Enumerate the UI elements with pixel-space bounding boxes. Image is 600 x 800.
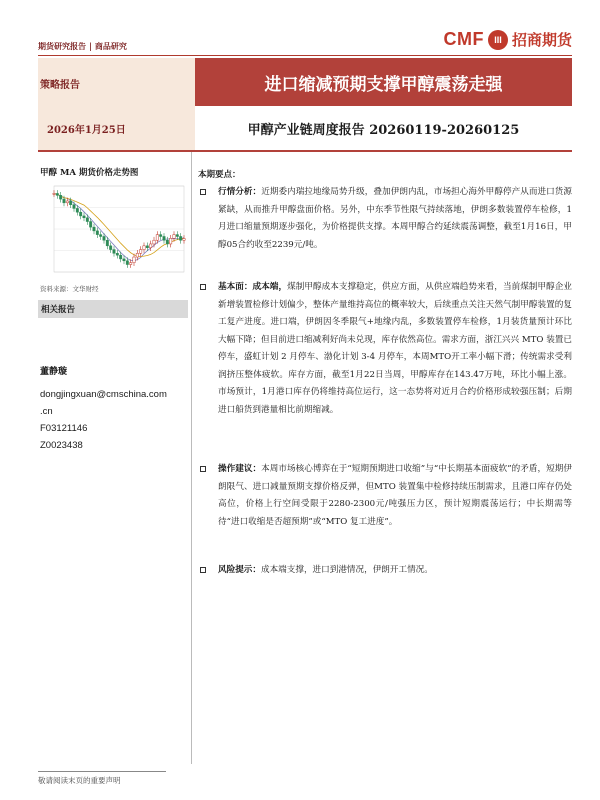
- candle-body: [123, 259, 125, 261]
- candle-body: [153, 240, 155, 244]
- related-reports-label: 相关报告: [41, 305, 76, 315]
- candle-body: [129, 263, 131, 265]
- candle-body: [183, 239, 185, 241]
- candle-body: [136, 253, 138, 257]
- analyst-email-cont: .cn: [40, 406, 53, 417]
- candle-body: [119, 255, 121, 259]
- candle-body: [73, 205, 75, 209]
- analyst-info: [40, 386, 167, 454]
- candle-body: [169, 238, 171, 244]
- key-point-text: 成本端支撑，进口到港情况，伊朗开工情况。: [260, 565, 433, 575]
- checkbox-icon: [200, 466, 206, 472]
- key-point-strategy: [200, 461, 572, 531]
- related-reports-band: [38, 300, 188, 318]
- candle-body: [113, 250, 115, 254]
- checkbox-icon: [200, 284, 206, 290]
- key-point-label: 基本面：成本端，: [218, 282, 288, 292]
- candle-body: [173, 235, 175, 239]
- key-point-text: 煤制甲醇成本支撑稳定，供应方面，从供应端趋势来看，当前煤制甲醇企业新增装置检修计划偏少，整体产量维持高位的概率较大，后续重点关注天然气制甲醇装置的复工复产进度。进口端，伊朗因冬季限气+地缘内乱，多数装置停车检修，1月装货量预计环比大幅下降；但目前进口缩减利好尚未兑现，库存依然高位。需求方面，浙江兴兴 MTO 装置已停车，盛虹计划 2 月停车、渤化计划 3-4 月停车，本周MTO开工率小幅下滑；传统需求受利润挤压整体疲软。库存方面，截至1月22日当周，甲醇库存在143.47万吨，环比小幅上涨。市场预计，1月港口库存仍将维持高位运行，这一态势将对近月合约价格形成较强压制；后期进口船货到港量相比前期缩减。: [218, 282, 572, 415]
- candle-body: [133, 257, 135, 263]
- analyst-email[interactable]: dongjingxuan@cmschina.com: [40, 389, 167, 400]
- candle-body: [149, 244, 151, 248]
- candle-body: [166, 240, 168, 244]
- cmf-logo: [443, 29, 572, 50]
- strategy-label: 策略报告: [40, 80, 80, 91]
- candle-body: [93, 227, 95, 231]
- cert-number-consult: Z0023438: [40, 440, 83, 451]
- candle-body: [176, 235, 178, 237]
- subtitle-rule: [38, 150, 572, 152]
- logo-text: CMF: [443, 29, 484, 49]
- meta-separator: |: [89, 41, 92, 51]
- key-point-label: 操作建议：: [218, 464, 262, 474]
- candle-body: [139, 250, 141, 254]
- candle-body: [89, 222, 91, 228]
- key-point-risk: [200, 562, 572, 580]
- key-point-text: 近期委内瑞拉地缘局势升级，叠加伊朗内乱，市场担心海外甲醇停产从而进口货源紧缺，从而推升甲醇盘面价格。另外，中东季节性限气持续落地，伊朗多数装置停车检修，1月进口缩量预期逐步强化，为价格提供支撑。本周甲醇合约延续震荡调整，截至1月16日，甲醇05合约收至2239元/吨。: [218, 187, 572, 250]
- checkbox-icon: [200, 567, 206, 573]
- key-point-label: 风险提示：: [218, 565, 261, 575]
- candle-body: [56, 193, 58, 195]
- chart-source: 资料来源：文华财经: [40, 285, 99, 293]
- candle-body: [109, 246, 111, 250]
- candle-body: [106, 240, 108, 246]
- candle-body: [163, 236, 165, 240]
- footer-rule: [38, 771, 166, 772]
- key-point-fundamentals: [200, 279, 572, 419]
- candle-body: [59, 195, 61, 199]
- analyst-name: 董静璇: [40, 367, 68, 377]
- key-point-text: 本周市场核心博弈在于“短期预期进口收缩”与“中长期基本面疲软”的矛盾，短期伊朗限气、进口减量预期支撑价格反弹，但MTO 装置集中检修持续压制需求，且港口库存仍处高位，价格上行空间受限于2280-2300元/吨强压力区，预计短期震荡运行；中长期需等待“进口收缩是否超预期”或“MTO 复工进度”。: [218, 464, 572, 527]
- candle-body: [99, 235, 101, 237]
- candle-body: [126, 261, 128, 265]
- report-meta: [38, 41, 127, 52]
- disclaimer-note: 敬请阅读末页的重要声明: [38, 776, 121, 785]
- header-rule: [38, 55, 572, 56]
- cert-number-futures: F03121146: [40, 423, 88, 434]
- candle-body: [53, 193, 55, 194]
- candle-body: [156, 235, 158, 241]
- candle-body: [63, 199, 65, 203]
- chart-title: 甲醇 MA 期货价格走势图: [40, 168, 139, 178]
- candle-body: [69, 201, 71, 205]
- candle-body: [146, 246, 148, 248]
- logo-cn: 招商期货: [511, 31, 572, 49]
- price-chart-svg: [38, 180, 188, 284]
- candle-body: [86, 218, 88, 222]
- candle-body: [96, 231, 98, 235]
- report-date: 2026年1月25日: [47, 124, 126, 136]
- candle-body: [83, 216, 85, 218]
- candle-body: [143, 246, 145, 250]
- checkbox-icon: [200, 189, 206, 195]
- candle-body: [159, 235, 161, 237]
- price-chart: [38, 180, 188, 292]
- column-divider: [191, 152, 192, 764]
- candle-body: [116, 253, 118, 255]
- report-category: 商品研究: [94, 41, 127, 51]
- page-title: 进口缩减预期支撑甲醇震荡走强: [264, 74, 503, 95]
- candle-body: [76, 208, 78, 212]
- key-point-label: 行情分析：: [218, 187, 262, 197]
- candle-body: [103, 236, 105, 240]
- candle-body: [79, 212, 81, 216]
- key-points-heading: 本期要点：: [198, 170, 241, 180]
- report-subtitle: 甲醇产业链周度报告 20260119-20260125: [247, 122, 520, 138]
- date-band: [38, 106, 195, 150]
- candle-body: [66, 201, 68, 203]
- report-type: 期货研究报告: [38, 41, 86, 51]
- title-band: [195, 58, 572, 106]
- candle-body: [179, 236, 181, 240]
- key-point-market: [200, 184, 572, 254]
- logo-badge: III: [488, 30, 508, 50]
